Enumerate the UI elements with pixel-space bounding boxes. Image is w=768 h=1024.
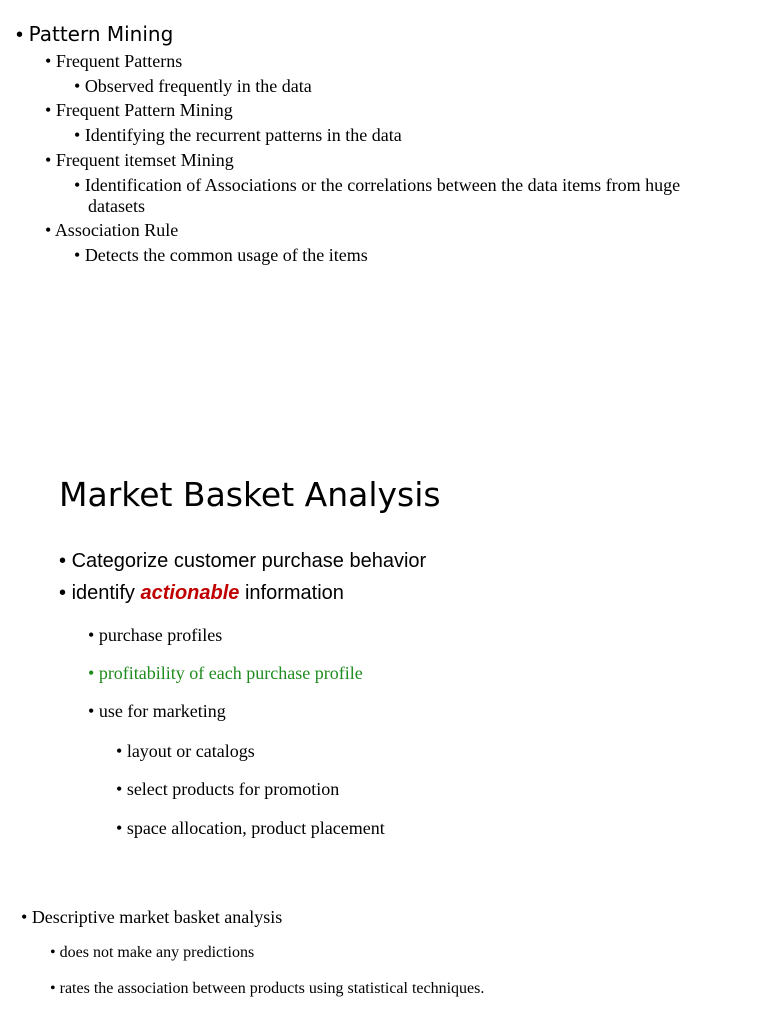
list-item: • Descriptive market basket analysis: [21, 907, 283, 927]
list-item: • Association Rule: [45, 220, 179, 240]
list-item: • does not make any predictions: [50, 944, 255, 961]
bullet-icon: •: [50, 980, 60, 997]
list-item-continuation: datasets: [88, 196, 145, 216]
bullet-icon: •: [74, 245, 85, 265]
bullet-icon: •: [16, 24, 29, 46]
list-item: • profitability of each purchase profile: [88, 663, 363, 683]
list-item: • space allocation, product placement: [116, 818, 385, 838]
list-item: • Categorize customer purchase behavior: [59, 550, 427, 572]
bullet-icon: •: [74, 125, 85, 145]
bullet-icon: •: [21, 907, 32, 927]
pattern-mining-heading: • Pattern Mining: [16, 22, 174, 46]
list-item: • select products for promotion: [116, 779, 340, 799]
list-item: • Frequent Pattern Mining: [45, 100, 233, 120]
list-item: • purchase profiles: [88, 625, 223, 645]
bullet-icon: •: [45, 51, 56, 71]
list-item: • rates the association between products using statistical techniques.: [50, 980, 485, 997]
bullet-icon: •: [45, 100, 56, 120]
bullet-icon: •: [45, 220, 55, 240]
bullet-icon: •: [59, 550, 72, 572]
bullet-icon: •: [45, 150, 56, 170]
page-title: Market Basket Analysis: [59, 475, 441, 514]
bullet-icon: •: [88, 625, 99, 645]
bullet-icon: •: [50, 944, 60, 961]
list-item: • Detects the common usage of the items: [74, 245, 368, 265]
bullet-icon: •: [74, 76, 85, 96]
bullet-icon: •: [88, 663, 99, 683]
list-item: • Frequent itemset Mining: [45, 150, 234, 170]
bullet-icon: •: [88, 701, 99, 721]
list-item: • Identifying the recurrent patterns in the data: [74, 125, 402, 145]
list-item: • identify actionable information: [59, 582, 344, 604]
list-item: • use for marketing: [88, 701, 226, 721]
list-item: • Frequent Patterns: [45, 51, 183, 71]
bullet-icon: •: [116, 741, 127, 761]
list-item: • layout or catalogs: [116, 741, 255, 761]
bullet-icon: •: [116, 779, 127, 799]
bullet-icon: •: [59, 582, 72, 604]
bullet-icon: •: [74, 175, 85, 195]
list-item: • Identification of Associations or the correlations between the data items from huge: [74, 175, 681, 195]
emphasis-text: actionable: [140, 582, 240, 604]
bullet-icon: •: [116, 818, 127, 838]
list-item: • Observed frequently in the data: [74, 76, 312, 96]
